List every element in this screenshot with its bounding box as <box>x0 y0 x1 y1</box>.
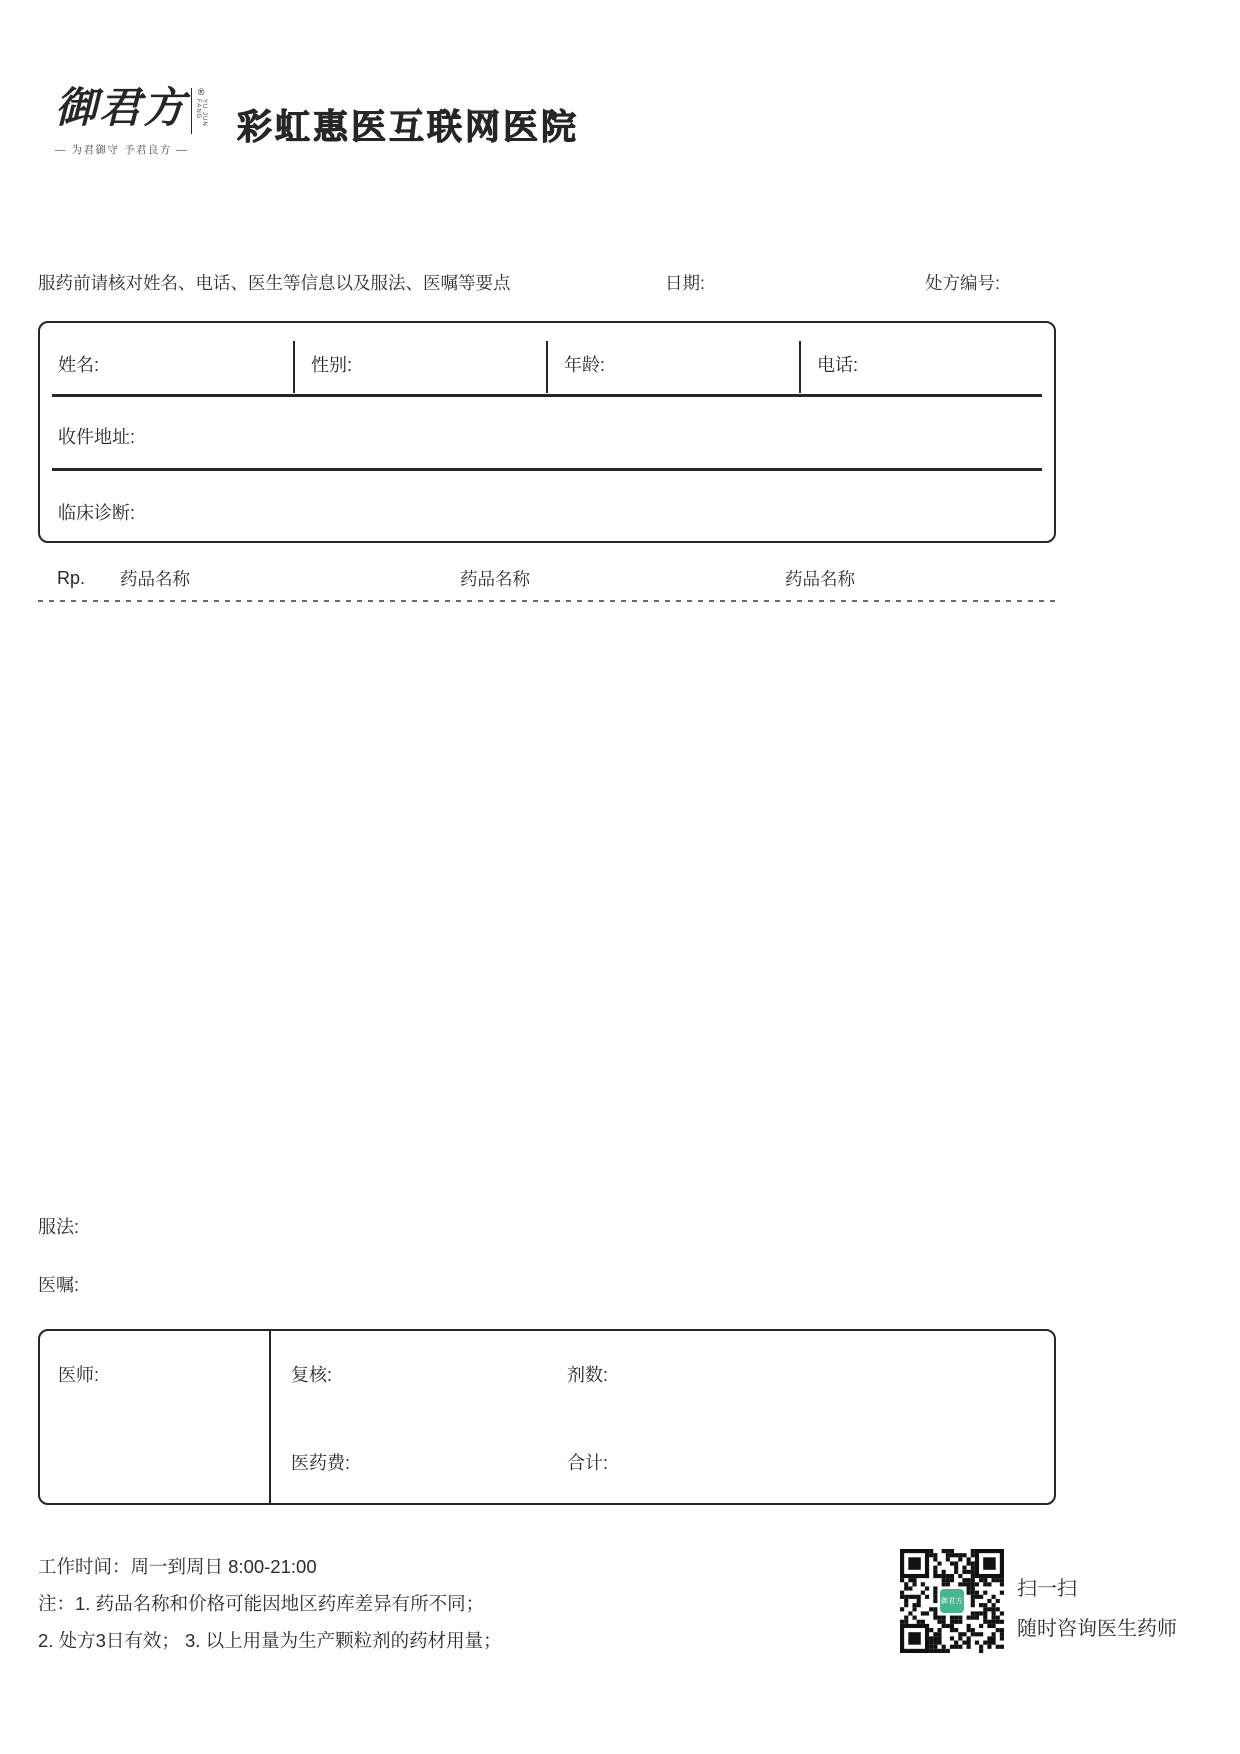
drug-name-column-header: 药品名称 <box>460 569 530 589</box>
brand-logo-text: 御君方 <box>55 86 188 132</box>
signature-box <box>38 1329 1056 1505</box>
qr-center-logo <box>938 1587 966 1615</box>
advice-label: 医嘱: <box>38 1275 80 1295</box>
row-divider <box>52 468 1042 471</box>
usage-label: 服法: <box>38 1217 80 1237</box>
field-divider <box>546 341 548 393</box>
age-field-label: 年龄: <box>564 355 606 375</box>
brand-logo <box>55 88 207 134</box>
field-divider <box>293 341 295 393</box>
signature-box-divider <box>269 1331 271 1503</box>
gender-field-label: 性别: <box>311 355 353 375</box>
row-divider <box>52 394 1042 397</box>
phone-field-label: 电话: <box>817 355 859 375</box>
patient-info-box <box>38 321 1056 543</box>
registered-trademark-icon: ® <box>197 87 205 97</box>
address-field-label: 收件地址: <box>58 427 136 447</box>
doctor-field-label: 医师: <box>58 1365 100 1385</box>
rx-header-row <box>0 566 1240 590</box>
qr-scan-description: 随时咨询医生药师 <box>1017 1618 1177 1640</box>
notice-row <box>0 270 1240 296</box>
check-notice-text: 服药前请核对姓名、电话、医生等信息以及服法、医嘱等要点 <box>38 273 511 293</box>
date-label: 日期: <box>665 273 705 293</box>
note-line-2: 2. 处方3日有效； 3. 以上用量为生产颗粒剂的药材用量； <box>38 1630 502 1651</box>
brand-logo-pinyin: YU JUN FANG <box>195 99 208 127</box>
name-field-label: 姓名: <box>58 355 100 375</box>
fee-field-label: 医药费: <box>291 1453 351 1473</box>
doses-field-label: 剂数: <box>567 1365 609 1385</box>
drug-name-column-header: 药品名称 <box>120 569 190 589</box>
review-field-label: 复核: <box>291 1365 333 1385</box>
rp-label: Rp. <box>57 568 86 588</box>
rx-dashed-separator <box>38 600 1056 602</box>
brand-tagline: — 为君御守 予君良方 — <box>55 144 189 156</box>
note-line-1: 注：1. 药品名称和价格可能因地区药库差异有所不同； <box>38 1593 485 1614</box>
qr-scan-label: 扫一扫 <box>1017 1578 1077 1600</box>
total-field-label: 合计: <box>567 1453 609 1473</box>
work-time-text: 工作时间：周一到周日 8:00-21:00 <box>38 1556 317 1577</box>
diagnosis-field-label: 临床诊断: <box>58 503 136 523</box>
field-divider <box>799 341 801 393</box>
brand-logo-side <box>191 88 207 134</box>
qr-center-logo-text: 御君方 <box>940 1598 964 1605</box>
drug-name-column-header: 药品名称 <box>785 569 855 589</box>
rx-number-label: 处方编号: <box>925 273 1000 293</box>
hospital-title: 彩虹惠医互联网医院 <box>237 108 580 147</box>
qr-code <box>900 1549 1004 1653</box>
